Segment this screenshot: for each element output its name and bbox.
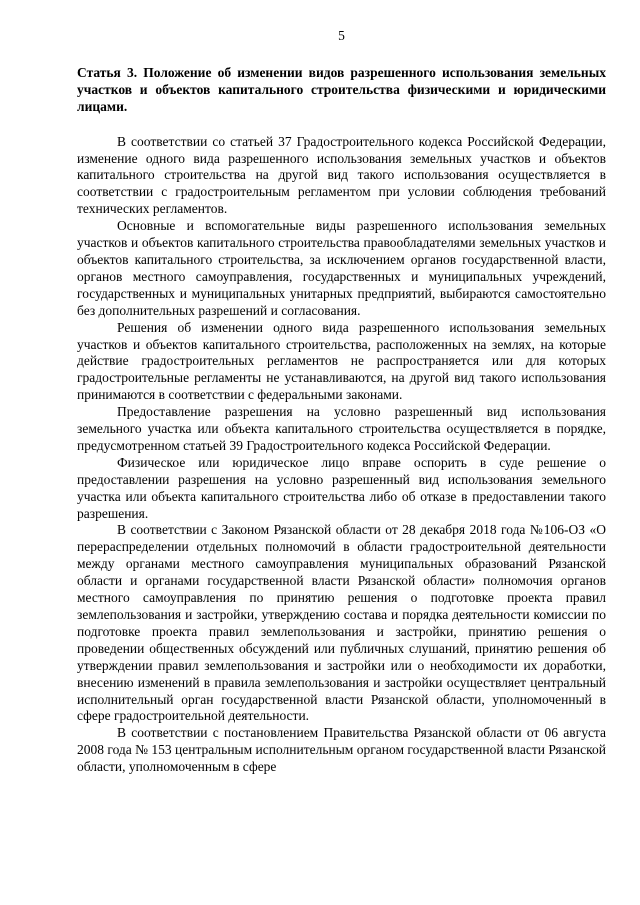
article-title: Статья 3. Положение об изменении видов разрешенного использования земельных участков и объектов капитального строительства физическими и юридическими лицами. <box>77 64 606 114</box>
paragraph-4: Предоставление разрешения на условно разрешенный вид использования земельного участка или объекта капитального строительства осуществляется в порядке, предусмотренном статьей 39 Градостроительного кодекса Российской Федерации. <box>77 404 606 453</box>
paragraph-1: В соответствии со статьей 37 Градостроительного кодекса Российской Федерации, изменение одного вида разрешенного использования земельных участков и объектов капитального строительства на другой вид такого использования осуществляется в соответствии с градостроительным регламентом при условии соблюдения требований технических регламентов. <box>77 133 606 217</box>
paragraph-6: В соответствии с Законом Рязанской области от 28 декабря 2018 года №106-ОЗ «О перераспределении отдельных полномочий в области градостроительной деятельности между органами местного самоуправления муниципальных образований Рязанской области и органами государственной власти Рязанской области» полномочия органов местного самоуправления по принятию решения о подготовке проекта правил землепользования и застройки, утверждению состава и порядка деятельности комиссии по подготовке проекта правил землепользования и застройки, принятию решения о проведении общественных обсуждений или публичных слушаний, принятию решения об утверждении правил землепользования и застройки или о необходимости их доработки, внесению изменений в правила землепользования и застройки осуществляет центральный исполнительный орган государственной власти Рязанской области, уполномоченный в сфере градостроительной деятельности. <box>77 522 606 724</box>
paragraph-7: В соответствии с постановлением Правительства Рязанской области от 06 августа 2008 года № 153 центральным исполнительным органом государственной власти Рязанской области, уполномоченным в сфере <box>77 725 606 775</box>
paragraph-5: Физическое или юридическое лицо вправе оспорить в суде решение о предоставлении разрешения на условно разрешенный вид использования земельного участка или объекта капитального строительства либо об отказе в предоставлении такого разрешения. <box>77 454 606 521</box>
paragraph-2: Основные и вспомогательные виды разрешенного использования земельных участков и объектов капитального строительства правообладателями земельных участков и объектов капитального строительства, за исключением органов государственной власти, органов местного самоуправления, государственных и муниципальных учреждений, государственных и муниципальных унитарных предприятий, выбираются самостоятельно без дополнительных разрешений и согласования. <box>77 218 606 318</box>
page-number: 5 <box>338 28 345 43</box>
paragraph-3: Решения об изменении одного вида разрешенного использования земельных участков и объектов капитального строительства, расположенных на землях, на которые действие градостроительных регламентов не распространяется или для которых градостроительные регламенты не устанавливаются, на другой вид такого использования принимаются в соответствии с федеральными законами. <box>77 319 606 403</box>
